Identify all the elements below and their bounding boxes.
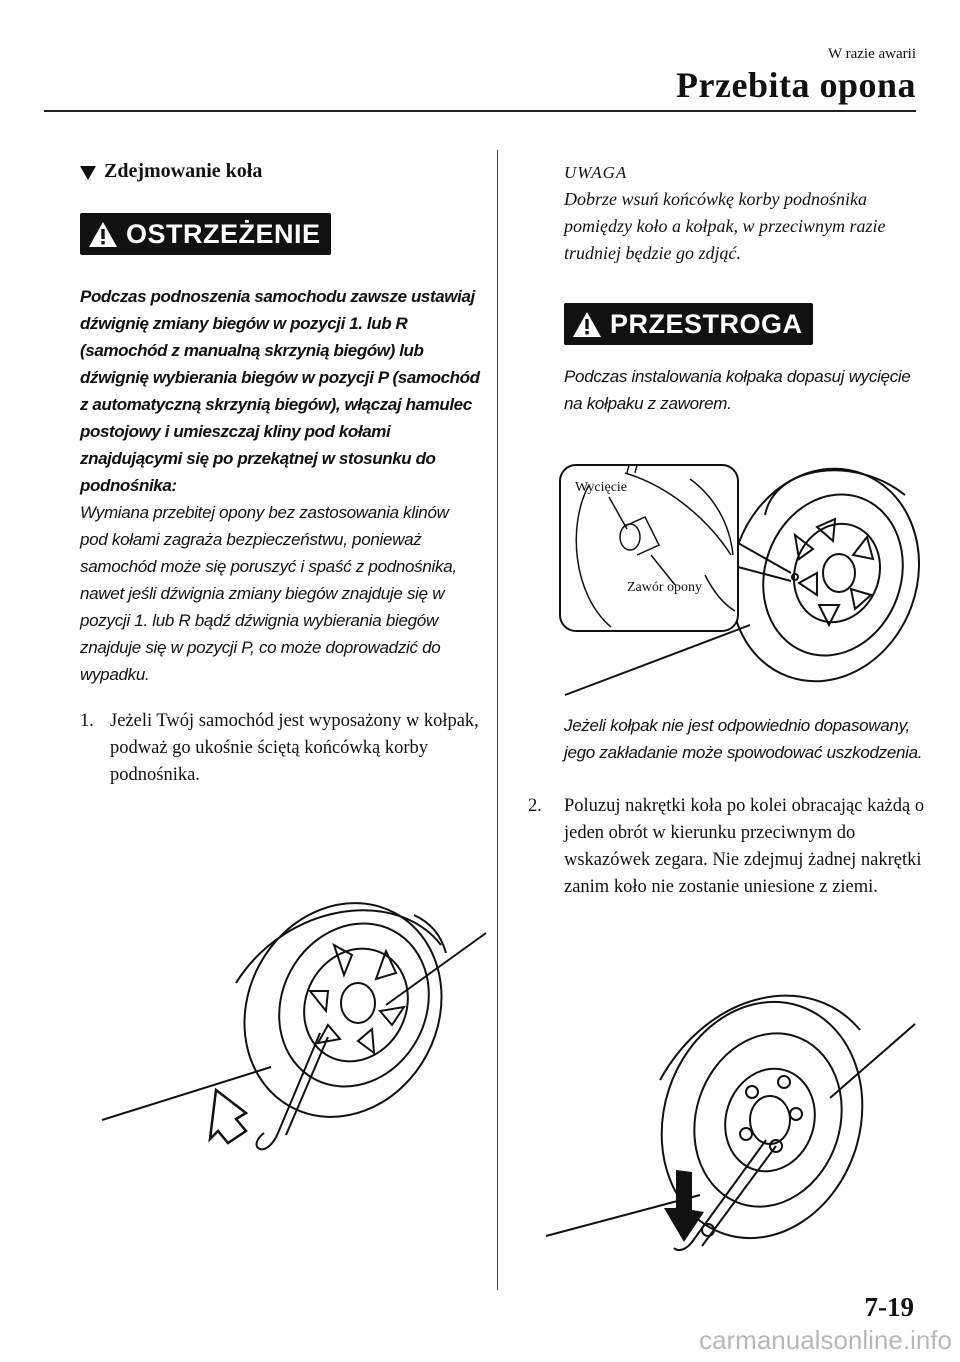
header-divider	[44, 110, 916, 112]
page-number: 7-19	[864, 1292, 914, 1322]
note-text: Dobrze wsuń końcówkę korby podnośnika pomiędzy koło a kołpak, w przeciwnym razie trudniej będzie go zdjąć.	[564, 189, 886, 263]
watermark: carmanualsonline.info	[699, 1325, 952, 1355]
page-title: Przebita opona	[676, 65, 916, 105]
step-text: Jeżeli Twój samochód jest wyposażony w kołpak, podważ go ukośnie ściętą końcówką korby podnośnika.	[110, 711, 479, 785]
section-heading-text: Zdejmowanie koła	[104, 160, 263, 182]
hubcap-removal-illustration	[96, 895, 491, 1165]
caution-label: PRZESTROGA	[610, 308, 803, 339]
left-column	[80, 160, 480, 789]
step-2	[528, 793, 928, 901]
warning-badge	[80, 213, 331, 255]
warning-triangle-icon	[88, 221, 118, 248]
step-number: 2.	[528, 796, 542, 816]
step-text: Poluzuj nakrętki koła po kolei obracając każdą o jeden obrót w kierunku przeciwnym do wskazówek zegara. Nie zdejmuj żadnej nakrętki zanim koło nie zostanie uniesione z ziemi.	[564, 796, 925, 897]
warning-text: Wymiana przebitej opony bez zastosowania klinów pod kołami zagraża bezpieczeństwu, ponieważ samochód może się poruszyć i spaść z podnośnika, nawet jeśli dźwignia zmiany biegów znajduje się w pozycji 1. lub R bądź dźwignia wybierania biegów znajduje się w pozycji P, co może doprowadzić do wypadku.	[80, 503, 457, 684]
hubcap-valve-illustration	[555, 455, 930, 710]
note-title: UWAGA	[564, 163, 628, 182]
warning-label: OSTRZEŻENIE	[126, 218, 321, 249]
lug-nut-loosening-illustration	[540, 980, 920, 1265]
step-2-wrapper	[528, 793, 928, 901]
caution-badge	[564, 303, 813, 345]
header-section-label: W razie awarii	[827, 46, 916, 62]
caution-text-2: Jeżeli kołpak nie jest odpowiednio dopasowany, jego zakładanie może spowodować uszkodzenia.	[564, 716, 923, 762]
callout-notch-label: Wycięcie	[575, 480, 628, 495]
section-heading	[80, 160, 480, 183]
callout-valve-label: Zawór opony	[627, 580, 703, 595]
warning-bold-text: Podczas podnoszenia samochodu zawsze ustawiaj dźwignię zmiany biegów w pozycji 1. lub R (samochód z manualną skrzynią biegów) lub dźwignię wybierania biegów w pozycji P (samochód z automatyczną skrzynią biegów), włączaj hamulec postojowy i umieszczaj kliny pod kołami znajdującymi się po przekątnej w stosunku do podnośnika:	[80, 287, 480, 495]
step-number: 1.	[80, 711, 94, 731]
right-column	[528, 160, 928, 417]
warning-triangle-icon	[572, 311, 602, 338]
column-divider	[497, 150, 498, 1290]
caution-text: Podczas instalowania kołpaka dopasuj wycięcie na kołpaku z zaworem.	[564, 367, 911, 413]
step-1	[80, 708, 480, 789]
callout-box	[560, 465, 738, 631]
triangle-bullet-icon	[80, 166, 96, 180]
caution-badge-wrapper	[564, 303, 928, 345]
caution-followup	[564, 712, 924, 766]
